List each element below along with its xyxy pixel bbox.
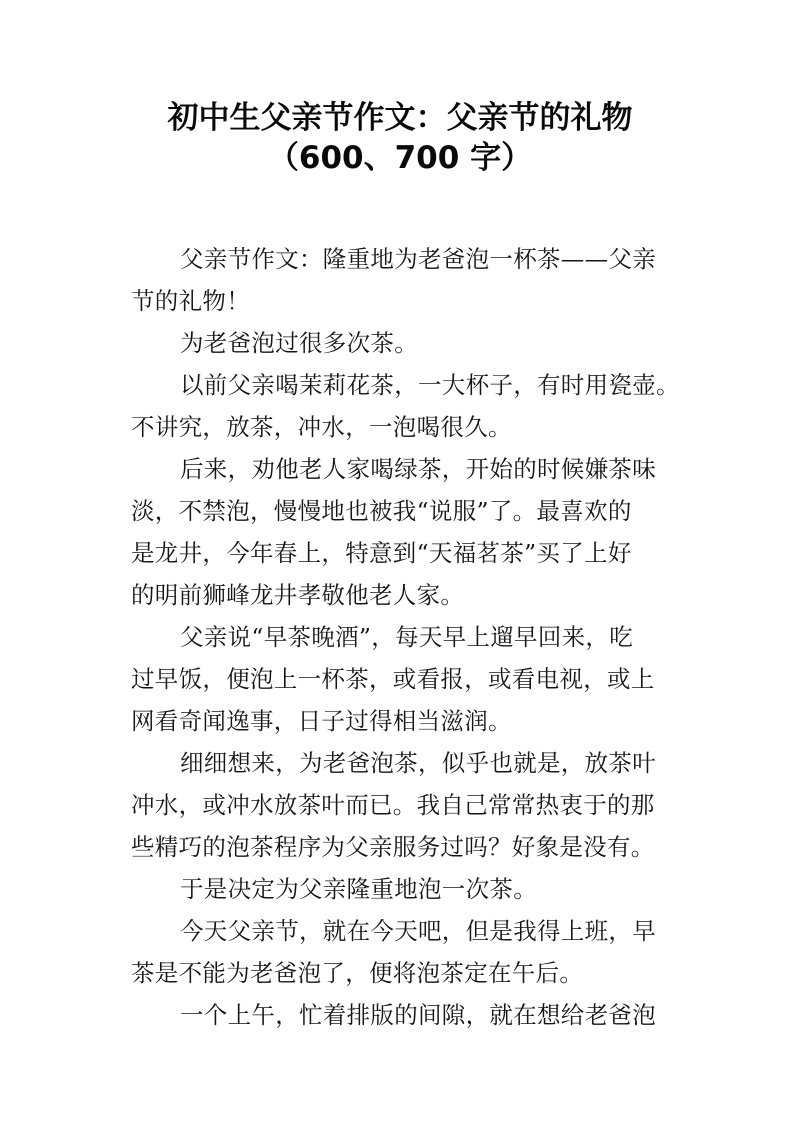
text-line: 为老爸泡过很多次茶。 — [180, 329, 418, 357]
text-line: 一个上午，忙着排版的间隙，就在想给老爸泡 — [180, 1001, 656, 1029]
text-line: 的明前狮峰龙井孝敬他老人家。 — [131, 581, 465, 609]
document-subtitle: （600、700 字） — [267, 140, 533, 176]
text-line: 父亲节作文：隆重地为老爸泡一杯茶——父亲 — [180, 245, 656, 273]
text-line: 冲水，或冲水放茶叶而已。我自己常常热衷于的那 — [131, 791, 655, 819]
paragraph — [131, 742, 676, 868]
text-line: 些精巧的泡茶程序为父亲服务过吗？好象是没有。 — [131, 833, 655, 861]
document-body — [131, 238, 680, 1036]
text-line: 细细想来，为老爸泡茶，似乎也就是，放茶叶 — [180, 749, 656, 777]
text-line: 淡，不禁泡，慢慢地也被我“说服”了。最喜欢的 — [131, 497, 632, 525]
text-line: 过早饭，便泡上一杯茶，或看报，或看电视，或上 — [131, 665, 655, 693]
text-line: 今天父亲节，就在今天吧，但是我得上班，早 — [180, 917, 656, 945]
document-title: 初中生父亲节作文：父亲节的礼物 — [167, 100, 633, 136]
paragraph — [131, 616, 676, 742]
paragraph — [131, 910, 676, 994]
text-line: 以前父亲喝茉莉花茶，一大杯子，有时用瓷壶。 — [180, 371, 680, 399]
text-line: 于是决定为父亲隆重地泡一次茶。 — [180, 875, 537, 903]
paragraph — [131, 994, 676, 1036]
text-line: 父亲说“早茶晚酒”，每天早上遛早回来，吃 — [180, 623, 634, 651]
paragraph — [131, 448, 676, 616]
paragraph — [131, 364, 680, 448]
text-line: 网看奇闻逸事，日子过得相当滋润。 — [131, 707, 512, 735]
paragraph — [131, 868, 676, 910]
text-line: 节的礼物！ — [131, 287, 250, 315]
text-line: 是龙井，今年春上，特意到“天福茗茶”买了上好 — [131, 539, 632, 567]
text-line: 不讲究，放茶，冲水，一泡喝很久。 — [131, 413, 512, 441]
paragraph — [131, 238, 676, 322]
text-line: 茶是不能为老爸泡了，便将泡茶定在午后。 — [131, 959, 584, 987]
paragraph — [131, 322, 676, 364]
text-line: 后来，劝他老人家喝绿茶，开始的时候嫌茶味 — [180, 455, 656, 483]
